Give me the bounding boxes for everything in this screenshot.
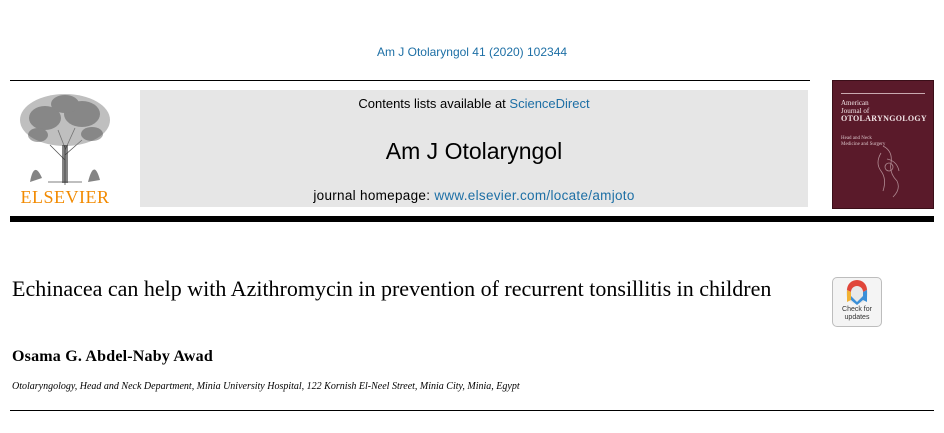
contents-line	[140, 96, 808, 111]
citation-link[interactable]: Am J Otolaryngol 41 (2020) 102344	[376, 45, 568, 59]
cover-line3: OTOLARYNGOLOGY	[841, 114, 928, 123]
badge-line1: Check for	[842, 306, 872, 313]
check-for-updates-icon	[833, 280, 881, 308]
cover-line2: Journal of	[841, 107, 870, 115]
contents-prefix: Contents lists available at	[358, 96, 510, 111]
header-thick-rule	[10, 216, 934, 222]
cover-sub1: Head and Neck	[841, 136, 872, 141]
check-for-updates-button[interactable]	[832, 277, 882, 327]
journal-title: Am J Otolaryngol	[385, 138, 563, 164]
article-title: Echinacea can help with Azithromycin in prevention of recurrent tonsillitis in children	[12, 276, 772, 301]
journal-cover[interactable]	[832, 80, 934, 209]
homepage-line	[140, 188, 808, 203]
author-name[interactable]: Osama G. Abdel-Naby Awad	[12, 348, 213, 365]
cover-sub2: Medicine and Surgery	[841, 142, 886, 147]
affiliation-rule	[10, 410, 934, 411]
elsevier-logo[interactable]	[10, 90, 120, 208]
header-rule	[10, 80, 810, 81]
tree-emblem-icon	[10, 90, 120, 188]
journal-homepage-link[interactable]: www.elsevier.com/locate/amjoto	[434, 188, 635, 203]
citation	[0, 45, 944, 59]
cover-journal-name	[841, 99, 927, 123]
journal-banner	[140, 90, 808, 207]
author-affiliation: Otolaryngology, Head and Neck Department, Minia University Hospital, 122 Kornish El-Neel Street, Minia City, Minia, Egypt	[12, 381, 520, 392]
sciencedirect-link[interactable]: ScienceDirect	[509, 96, 590, 111]
cover-rule	[841, 93, 925, 94]
homepage-prefix: journal homepage:	[313, 188, 435, 203]
elsevier-wordmark: ELSEVIER	[20, 187, 110, 207]
cover-illustration-icon	[863, 141, 911, 201]
cover-line1: American	[841, 99, 869, 107]
check-for-updates-label	[833, 306, 881, 322]
badge-line2: updates	[844, 314, 870, 321]
